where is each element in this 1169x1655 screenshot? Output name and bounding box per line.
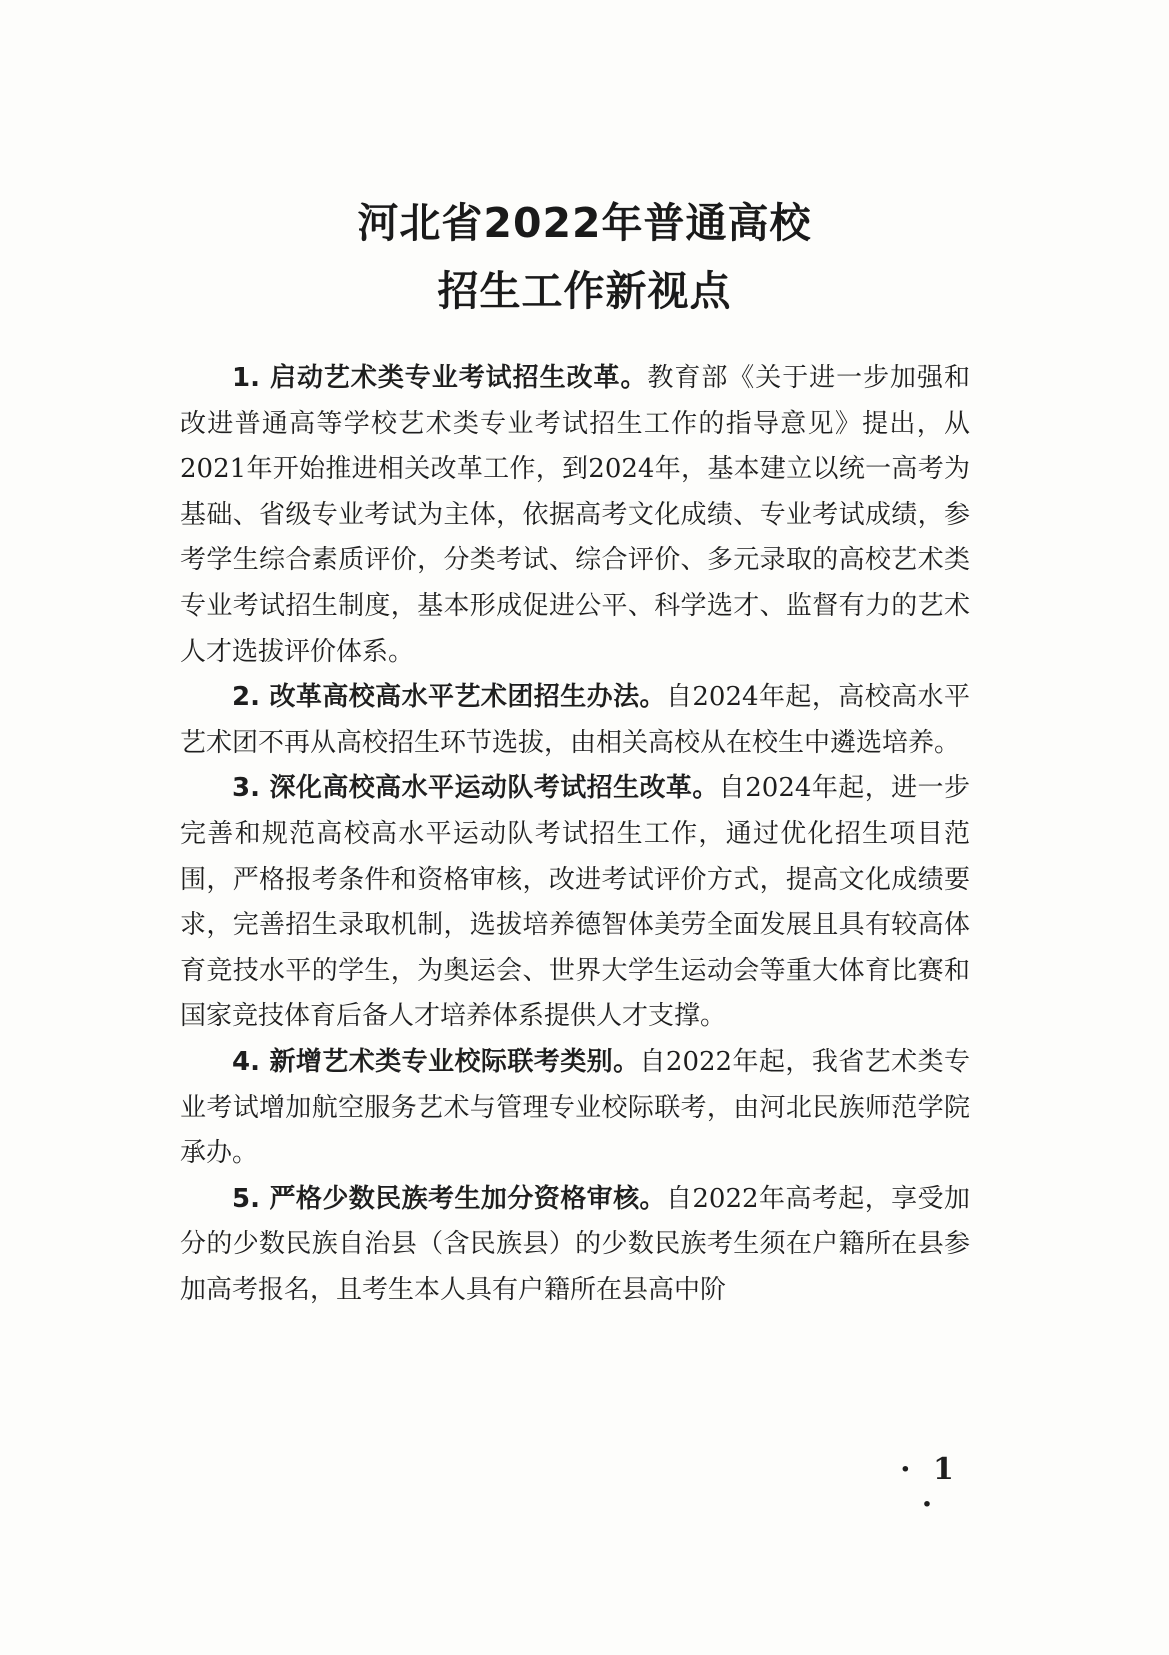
- paragraph-3: [180, 766, 970, 1040]
- paragraph-text: 教育部《关于进一步加强和改进普通高等学校艺术类专业考试招生工作的指导意见》提出，从2021年开始推进相关改革工作，到2024年，基本建立以统一高考为基础、省级专业考试为主体，依据高考文化成绩、专业考试成绩，参考学生综合素质评价，分类考试、综合评价、多元录取的高校艺术类专业考试招生制度，基本形成促进公平、科学选才、监督有力的艺术人才选拔评价体系。: [180, 363, 970, 667]
- paragraph-text: 自2024年起，高校高水平艺术团不再从高校招生环节选拔，由相关高校从在校生中遴选培养。: [180, 682, 970, 758]
- page-number: · 1 ·: [900, 1452, 960, 1522]
- paragraph-heading: 4. 新增艺术类专业校际联考类别。: [232, 1046, 640, 1077]
- document-subtitle: 招生工作新视点: [437, 267, 732, 315]
- paragraph-5: [180, 1177, 970, 1314]
- paragraph-heading: 5. 严格少数民族考生加分资格审核。: [232, 1183, 666, 1214]
- paragraph-text: 自2024年起，进一步完善和规范高校高水平运动队考试招生工作，通过优化招生项目范围，严格报考条件和资格审核，改进考试评价方式，提高文化成绩要求，完善招生录取机制，选拔培养德智体美劳全面发展且具有较高体育竞技水平的学生，为奥运会、世界大学生运动会等重大体育比赛和国家竞技体育后备人才培养体系提供人才支撑。: [180, 773, 970, 1032]
- paragraph-heading: 1. 启动艺术类专业考试招生改革。: [232, 363, 648, 393]
- paragraph-text: 自2022年起，我省艺术类专业考试增加航空服务艺术与管理专业校际联考，由河北民族师范学院承办。: [180, 1046, 970, 1169]
- paragraph-2: [180, 675, 970, 766]
- paragraph-4: [180, 1040, 970, 1177]
- document-body: [180, 356, 970, 1313]
- paragraph-text: 自2022年高考起，享受加分的少数民族自治县（含民族县）的少数民族考生须在户籍所在县参加高考报名，且考生本人具有户籍所在县高中阶: [180, 1183, 970, 1305]
- paragraph-heading: 2. 改革高校高水平艺术团招生办法。: [232, 682, 666, 713]
- paragraph-1: [180, 356, 970, 675]
- paragraph-heading: 3. 深化高校高水平运动队考试招生改革。: [232, 773, 719, 804]
- document-title: 河北省2022年普通高校: [357, 199, 812, 247]
